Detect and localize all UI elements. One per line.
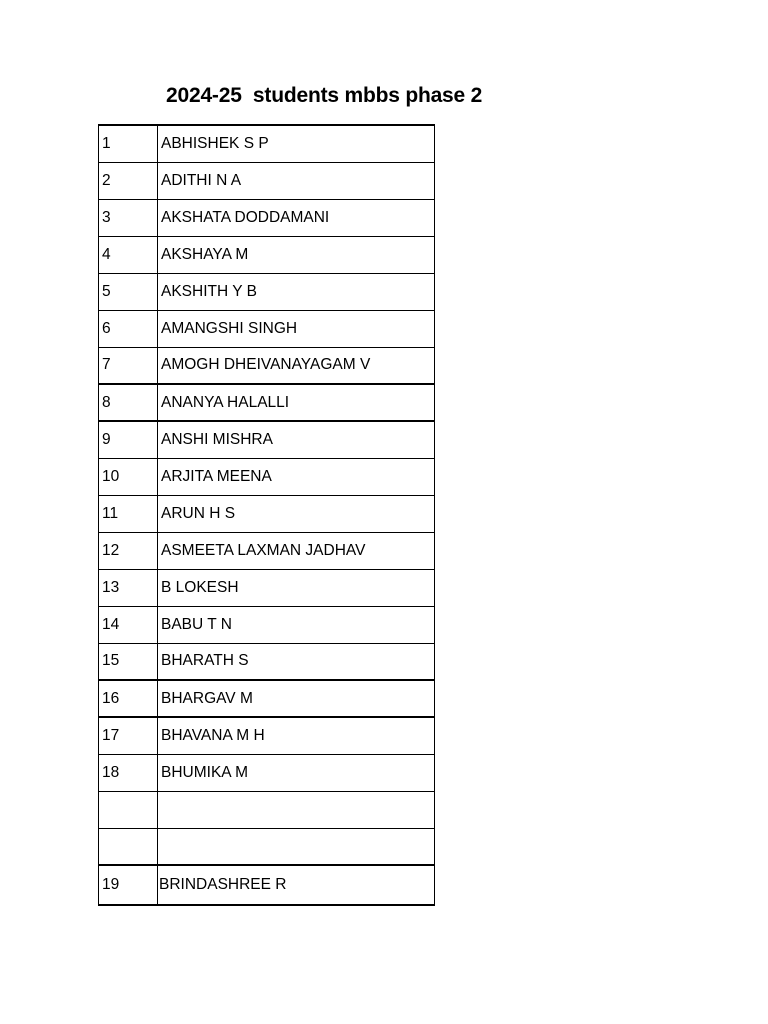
student-name-cell: BHUMIKA M [158, 754, 435, 791]
student-name-cell: AKSHAYA M [158, 236, 435, 273]
serial-number-cell: 5 [99, 273, 158, 310]
serial-number-cell: 4 [99, 236, 158, 273]
serial-number-cell: 6 [99, 310, 158, 347]
serial-number-cell: 19 [99, 865, 158, 905]
student-name-cell: B LOKESH [158, 569, 435, 606]
table-row [99, 236, 435, 273]
serial-number-cell: 2 [99, 162, 158, 199]
table-row [99, 532, 435, 569]
student-name-cell: BRINDASHREE R [158, 865, 435, 905]
serial-number-cell: 3 [99, 199, 158, 236]
student-name-cell: BHAVANA M H [158, 717, 435, 754]
table-row [99, 273, 435, 310]
student-name-cell: AMANGSHI SINGH [158, 310, 435, 347]
table-row [99, 569, 435, 606]
table-row [99, 458, 435, 495]
serial-number-cell: 11 [99, 495, 158, 532]
student-name-cell: ADITHI N A [158, 162, 435, 199]
table-row [99, 384, 435, 421]
table-row [99, 421, 435, 458]
student-name-cell [158, 828, 435, 865]
page-title: 2024-25 students mbbs phase 2 [166, 84, 483, 107]
student-name-cell: BABU T N [158, 606, 435, 643]
table-row [99, 865, 435, 905]
table-row [99, 606, 435, 643]
serial-number-cell: 17 [99, 717, 158, 754]
serial-number-cell [99, 791, 158, 828]
table-row [99, 199, 435, 236]
student-name-cell: ARUN H S [158, 495, 435, 532]
student-name-cell [158, 791, 435, 828]
student-name-cell: ANANYA HALALLI [158, 384, 435, 421]
table-row [99, 643, 435, 680]
serial-number-cell: 1 [99, 125, 158, 162]
student-name-cell: AKSHATA DODDAMANI [158, 199, 435, 236]
student-list-body [99, 125, 435, 905]
table-row [99, 754, 435, 791]
student-name-cell: BHARGAV M [158, 680, 435, 717]
table-row [99, 495, 435, 532]
student-name-cell: BHARATH S [158, 643, 435, 680]
serial-number-cell: 8 [99, 384, 158, 421]
serial-number-cell: 7 [99, 347, 158, 384]
student-name-cell: ASMEETA LAXMAN JADHAV [158, 532, 435, 569]
student-name-cell: ARJITA MEENA [158, 458, 435, 495]
empty-table-row [99, 828, 435, 865]
table-row [99, 310, 435, 347]
table-row [99, 347, 435, 384]
table-row [99, 125, 435, 162]
serial-number-cell: 14 [99, 606, 158, 643]
serial-number-cell: 9 [99, 421, 158, 458]
student-name-cell: ABHISHEK S P [158, 125, 435, 162]
student-list-table [98, 124, 435, 906]
table-row [99, 717, 435, 754]
table-row [99, 680, 435, 717]
serial-number-cell: 15 [99, 643, 158, 680]
table-row [99, 162, 435, 199]
serial-number-cell: 12 [99, 532, 158, 569]
student-name-cell: ANSHI MISHRA [158, 421, 435, 458]
student-name-cell: AMOGH DHEIVANAYAGAM V [158, 347, 435, 384]
serial-number-cell: 13 [99, 569, 158, 606]
student-name-cell: AKSHITH Y B [158, 273, 435, 310]
serial-number-cell [99, 828, 158, 865]
serial-number-cell: 10 [99, 458, 158, 495]
serial-number-cell: 18 [99, 754, 158, 791]
empty-table-row [99, 791, 435, 828]
serial-number-cell: 16 [99, 680, 158, 717]
